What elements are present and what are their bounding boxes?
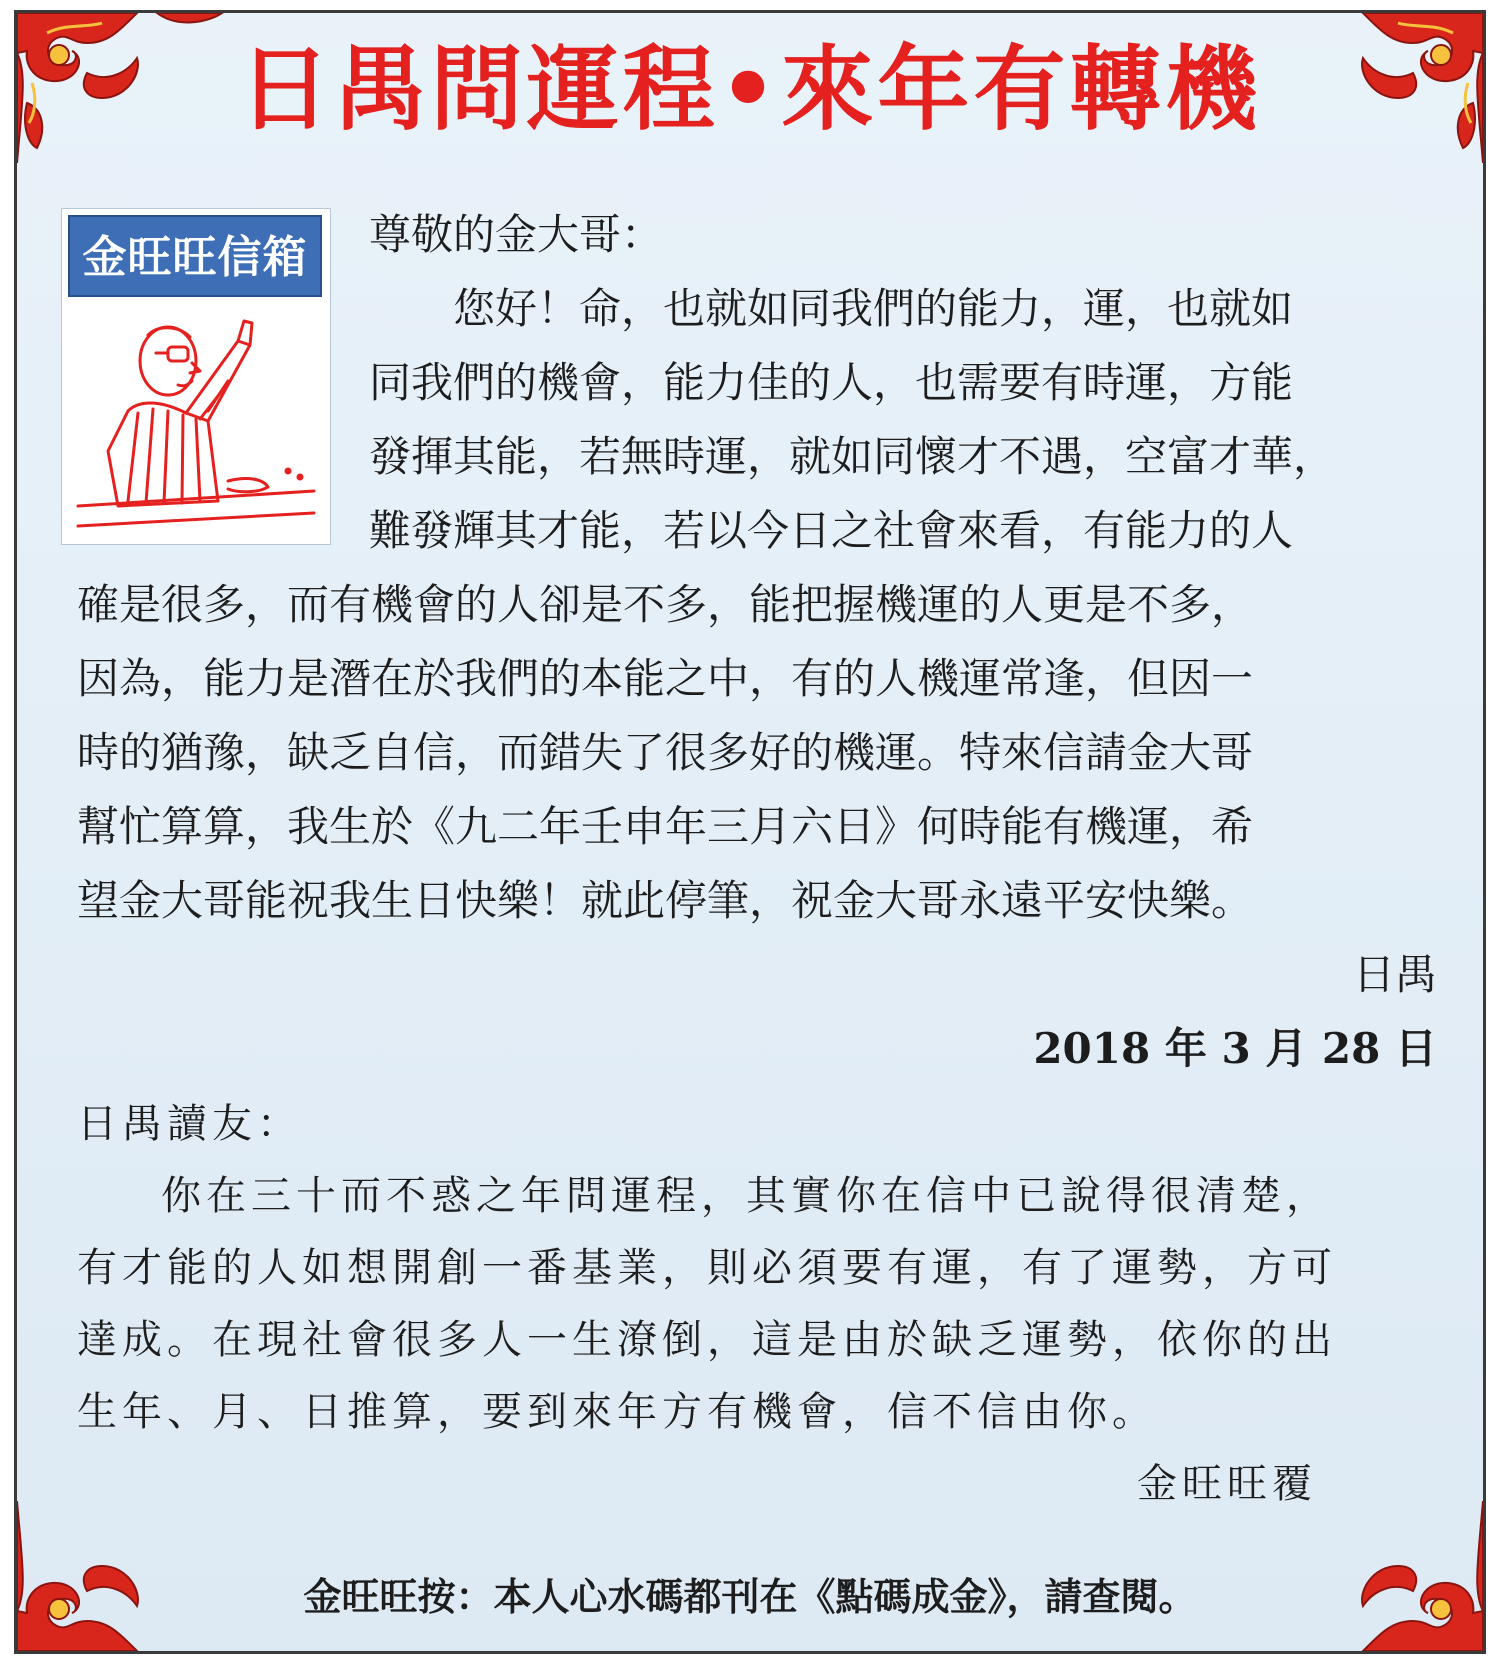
letter-salutation: 尊敬的金大哥： — [369, 210, 664, 259]
footer-note: 金旺旺按：本人心水碼都刊在《點碼成金》，請查閱。 — [303, 1575, 1197, 1619]
letter-line: 您好！命，也就如同我們的能力，運，也就如 — [453, 284, 1294, 333]
letter-line: 時的猶豫，缺乏自信，而錯失了很多好的機運。特來信請金大哥 — [77, 728, 1254, 777]
reply-signature: 金旺旺覆 — [1137, 1461, 1317, 1506]
reply-line: 有才能的人如想開創一番基業，則必須要有運，有了運勢，方可 — [77, 1245, 1337, 1290]
column-badge-title: 金旺旺信箱 — [68, 215, 322, 297]
letter-line: 因為，能力是潛在於我們的本能之中，有的人機運常逢，但因一 — [77, 654, 1254, 703]
letter-line: 望金大哥能祝我生日快樂！就此停筆，祝金大哥永遠平安快樂。 — [77, 876, 1254, 925]
reply-line: 生年、月、日推算，要到來年方有機會，信不信由你。 — [77, 1389, 1157, 1434]
letter-line: 難發輝其才能，若以今日之社會來看，有能力的人 — [369, 506, 1294, 555]
letter-signature: 日禺 — [1352, 950, 1437, 999]
letter-page — [14, 10, 1486, 1654]
reader-letter — [77, 198, 1437, 1086]
columnist-reply — [77, 1088, 1437, 1520]
letter-line: 同我們的機會，能力佳的人，也需要有時運，方能 — [369, 358, 1294, 407]
letter-line: 幫忙算算，我生於《九二年壬申年三月六日》何時能有機運，希 — [77, 802, 1254, 851]
reply-salutation: 日禺讀友： — [77, 1101, 302, 1146]
letter-line: 確是很多，而有機會的人卻是不多，能把握機運的人更是不多， — [77, 580, 1254, 629]
reply-line: 達成。在現社會很多人一生潦倒，這是由於缺乏運勢，依你的出 — [77, 1317, 1337, 1362]
reply-line: 你在三十而不惑之年問運程，其實你在信中已說得很清楚， — [161, 1173, 1331, 1218]
headline: 日禺問運程•來年有轉機 — [238, 36, 1262, 143]
letter-date: 2018 年 3 月 28 日 — [1033, 1024, 1437, 1073]
letter-line: 發揮其能，若無時運，就如同懷才不遇，空富才華， — [369, 432, 1336, 481]
